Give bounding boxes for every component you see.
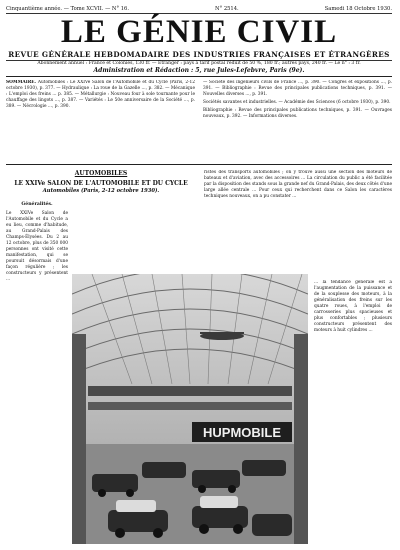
article-title: LE XXIVe SALON DE L'AUTOMOBILE ET DU CYCLE xyxy=(14,180,188,187)
left-column-heading: Généralités. xyxy=(21,202,53,207)
hupmobile-banner: HUPMOBILE xyxy=(203,425,281,440)
issue-date: Samedi 18 Octobre 1930. xyxy=(324,5,392,12)
masthead-subtitle: REVUE GÉNÉRALE HEBDOMADAIRE DES INDUSTRIES FRANÇAISES ET ÉTRANGÈRES xyxy=(8,50,390,59)
article-right-column: ... la tendance générale est à l'augmentation de la puissance et de la souplesse des moteurs, à la généralisation des freins sur les quatre roues, à l'emploi de carrosseries plus spacieuses et plus confortables ; plusieurs constructeurs présentent des moteurs à huit cylindres ... xyxy=(314,280,392,333)
summary-block xyxy=(6,80,392,160)
masthead-title: LE GÉNIE CIVIL xyxy=(60,14,338,50)
summary-bibliography: Bibliographie : Revue des principales publications techniques, p. 391. — Ouvrages nouveaux, p. 392. — Informations diverses. xyxy=(203,108,392,119)
subscription-line: Abonnement annuel : France et Colonies, 130 fr. — Étranger : pays à tarif postal réduit de 50 %, 180 fr.; autres pays, 240 fr. — Le n° : 3 fr. xyxy=(6,60,392,67)
article-main-text: ristes des transports automobiles ; on y trouve aussi une section des moteurs de bateaux et d'aviation, avec des accessoires ... La circulation du public a été facilitée par la disposition des stands sous la grande nef du Grand-Palais, des deux côtés d'une large allée centrale ... Pour ceux qui recherchent dans ce Salon les caractères techniques nouveaux, on a pu constater ... xyxy=(204,170,392,199)
left-column-text: Le XXIVe Salon de l'Automobile et du Cycle a eu lieu, comme d'habitude, au Grand-Palais des Champs-Élysées. Du 2 au 12 octobre, plus de 350 000 personnes ont visité cette manifestation, qui se poursuit désormais d'une façon régulière ; les constructeurs y présentent ... xyxy=(6,211,68,282)
article-left-column xyxy=(6,200,68,544)
summary-col-1 xyxy=(6,80,195,160)
summary-label: SOMMAIRE. xyxy=(6,80,37,85)
article-subtitle: Automobiles (Paris, 2-12 octobre 1930). xyxy=(42,188,160,194)
salon-photograph xyxy=(72,274,308,544)
summary-societies: Sociétés savantes et industrielles. — Académie des Sciences (6 octobre 1930), p. 390. xyxy=(203,100,391,105)
summary-col-2 xyxy=(203,80,392,160)
article-rubric: AUTOMOBILES xyxy=(74,170,128,177)
issue-number: N° 2514. xyxy=(215,5,239,12)
issue-left: Cinquantième année. — Tome XCVII. — N° 16. xyxy=(6,5,129,12)
photo-graphic xyxy=(72,274,308,544)
newspaper-page xyxy=(6,4,392,544)
summary-text-1: Automobiles : Le XXIVe Salon de l'Automobile et du Cycle (Paris, 2-12 octobre 1930), p. 377. — Hydraulique : La roue de la Gazelle ..., p. 382. — Mécanique : L'emploi des freins ... p. 385. — Métallurgie : Nouveau four à sole tournante pour le chauffage des lingots ..., p. 387. — Variétés : Le 50e anniversaire de la Société ..., p. 389. — Nécrologie ..., p. 390. xyxy=(6,80,195,109)
issue-line xyxy=(6,4,392,14)
summary-text-2: — Société des ingénieurs civils de France ..., p. 390. — Congrès et expositions ..., p. 391. — Bibliographie : Revue des principales publications techniques, p. 391. — Nouvelles diverses ..., p. 391. xyxy=(203,80,392,97)
administration-line: Administration et Rédaction : 5, rue Jules-Lefebvre, Paris (9e). xyxy=(6,67,392,77)
section-rule xyxy=(6,164,392,165)
